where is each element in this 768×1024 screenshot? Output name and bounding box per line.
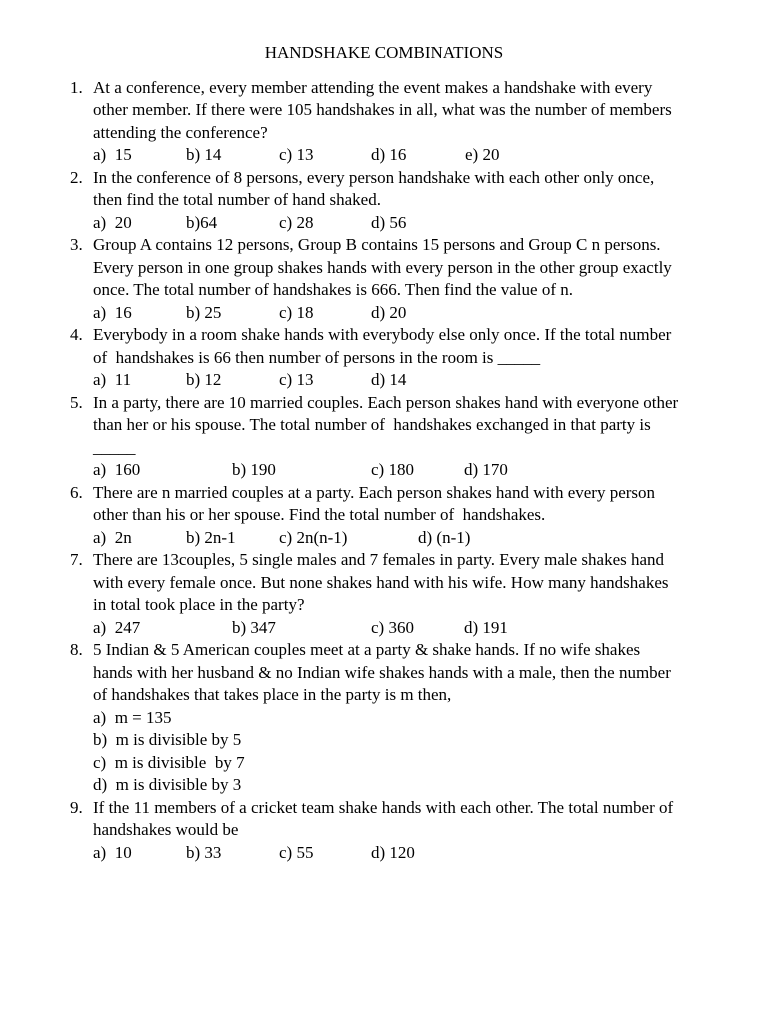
options-row — [93, 144, 768, 167]
option-d: d) (n-1) — [418, 527, 471, 547]
option-a: a) 11 — [93, 370, 132, 390]
option-c: c) 2n(n-1) — [279, 527, 348, 547]
question-7 — [0, 549, 768, 639]
question-6 — [0, 482, 768, 550]
option-b: b) 33 — [186, 842, 222, 862]
option-d: d) 16 — [371, 145, 407, 165]
option-c: c) m is divisible by 7 — [93, 752, 245, 772]
option-b: b) 14 — [186, 145, 222, 165]
options-row — [93, 617, 768, 640]
option-d: d) m is divisible by 3 — [93, 775, 242, 795]
question-text-line: hands with her husband & no Indian wife shakes hands with a male, then the number — [93, 662, 671, 682]
question-text-line: If the 11 members of a cricket team shake hands with each other. The total number of — [93, 797, 674, 817]
option-a: a) 10 — [93, 842, 132, 862]
option-a: a) 15 — [93, 145, 132, 165]
option-c: c) 13 — [279, 145, 314, 165]
question-list — [0, 77, 768, 865]
question-number: 8. — [70, 640, 83, 660]
option-d: d) 14 — [371, 370, 407, 390]
option-a: a) 247 — [93, 617, 141, 637]
option-a: a) m = 135 — [93, 707, 172, 727]
question-text-line: In a party, there are 10 married couples. Each person shakes hand with everyone other — [93, 392, 679, 412]
question-2 — [0, 167, 768, 235]
question-9 — [0, 797, 768, 865]
question-text-line: attending the conference? — [93, 122, 268, 142]
option-d: d) 20 — [371, 302, 407, 322]
option-b: b) 2n-1 — [186, 527, 236, 547]
question-number: 6. — [70, 482, 83, 502]
option-a: a) 2n — [93, 527, 132, 547]
question-text-line: in total took place in the party? — [93, 595, 305, 615]
option-c: c) 55 — [279, 842, 314, 862]
question-text-line: of handshakes that takes place in the party is m then, — [93, 685, 452, 705]
question-number: 7. — [70, 550, 83, 570]
option-d: d) 170 — [464, 460, 508, 480]
option-e: e) 20 — [465, 145, 500, 165]
question-number: 1. — [70, 77, 83, 97]
question-number: 4. — [70, 325, 83, 345]
page-title: HANDSHAKE COMBINATIONS — [264, 42, 504, 62]
option-b: b) 190 — [232, 460, 276, 480]
question-text-line: with every female once. But none shakes hand with his wife. How many handshakes — [93, 572, 669, 592]
question-text-line: then find the total number of hand shaked. — [93, 190, 381, 210]
option-b: b) 347 — [232, 617, 276, 637]
option-b: b) 12 — [186, 370, 222, 390]
question-text-line: once. The total number of handshakes is 666. Then find the value of n. — [93, 280, 573, 300]
question-text-line: other member. If there were 105 handshakes in all, what was the number of members — [93, 100, 672, 120]
option-c: c) 18 — [279, 302, 314, 322]
question-text-line: There are n married couples at a party. Each person shakes hand with every person — [93, 482, 656, 502]
question-text-line: 5 Indian & 5 American couples meet at a party & shake hands. If no wife shakes — [93, 640, 641, 660]
question-text-line: Every person in one group shakes hands with every person in the other group exactly — [93, 257, 672, 277]
option-b: b)64 — [186, 212, 218, 232]
question-text-line: than her or his spouse. The total number of handshakes exchanged in that party is — [93, 415, 651, 435]
option-d: d) 56 — [371, 212, 407, 232]
option-a: a) 16 — [93, 302, 132, 322]
options-row — [93, 369, 768, 392]
option-d: d) 120 — [371, 842, 415, 862]
option-a: a) 160 — [93, 460, 141, 480]
question-text-line: of handshakes is 66 then number of persons in the room is _____ — [93, 347, 541, 367]
question-1 — [0, 77, 768, 167]
option-c: c) 360 — [371, 617, 414, 637]
answer-blank: _____ — [93, 437, 136, 457]
question-text-line: handshakes would be — [93, 820, 239, 840]
question-text-line: At a conference, every member attending the event makes a handshake with every — [93, 77, 653, 97]
options-row — [93, 212, 768, 235]
question-text-line: Everybody in a room shake hands with everybody else only once. If the total number — [93, 325, 672, 345]
options-row — [93, 459, 768, 482]
options-row — [93, 842, 768, 865]
question-text-line: other than his or her spouse. Find the total number of handshakes. — [93, 505, 546, 525]
option-a: a) 20 — [93, 212, 132, 232]
question-3 — [0, 234, 768, 324]
question-number: 3. — [70, 235, 83, 255]
option-c: c) 13 — [279, 370, 314, 390]
option-c: c) 28 — [279, 212, 314, 232]
options-row — [93, 302, 768, 325]
option-b: b) m is divisible by 5 — [93, 730, 242, 750]
question-text-line: Group A contains 12 persons, Group B contains 15 persons and Group C n persons. — [93, 235, 661, 255]
question-number: 2. — [70, 167, 83, 187]
question-4 — [0, 324, 768, 392]
question-text-line: There are 13couples, 5 single males and 7 females in party. Every male shakes hand — [93, 550, 665, 570]
option-d: d) 191 — [464, 617, 508, 637]
question-text-line: In the conference of 8 persons, every person handshake with each other only once, — [93, 167, 655, 187]
options-row — [93, 527, 768, 550]
question-number: 5. — [70, 392, 83, 412]
option-c: c) 180 — [371, 460, 414, 480]
question-8 — [0, 639, 768, 797]
question-5 — [0, 392, 768, 482]
question-number: 9. — [70, 797, 83, 817]
option-b: b) 25 — [186, 302, 222, 322]
